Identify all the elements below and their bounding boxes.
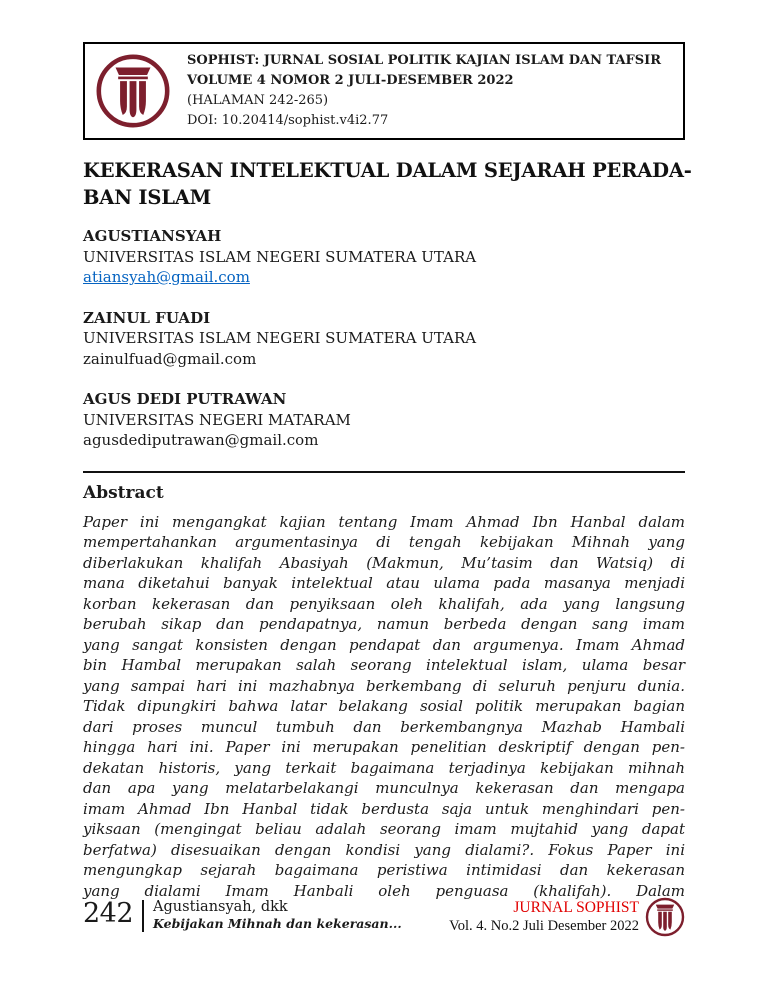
footer-running-title: Kebijakan Mihnah dan kekerasan... bbox=[153, 916, 402, 931]
footer-issue-info: Vol. 4. No.2 Juli Desember 2022 bbox=[449, 918, 639, 934]
journal-title-line: SOPHIST: JURNAL SOSIAL POLITIK KAJIAN ISLAM DAN TAFSIR bbox=[187, 53, 662, 68]
abstract-line: korban kekerasan dan penyiksaan oleh khalifah, ada yang langsung bbox=[83, 594, 685, 613]
author-name: AGUS DEDI PUTRAWAN bbox=[83, 390, 287, 408]
journal-pages-line: (HALAMAN 242-265) bbox=[187, 93, 329, 108]
abstract-line: yang sangat konsisten dengan pendapat dan argumenya. Imam Ahmad bbox=[83, 635, 685, 654]
author-email-link[interactable]: atiansyah@gmail.com bbox=[83, 268, 250, 286]
footer-left-text bbox=[153, 897, 402, 932]
journal-header-text bbox=[187, 51, 673, 131]
abstract-line: Paper ini mengangkat kajian tentang Imam Ahmad Ibn Hanbal dalam bbox=[83, 512, 685, 531]
abstract-line: berfatwa) disesuaikan dengan kondisi yang dialami?. Fokus Paper ini bbox=[83, 840, 685, 859]
page-number: 242 bbox=[83, 898, 134, 929]
abstract-top-rule bbox=[83, 471, 685, 473]
abstract-line: dan apa yang melatarbelakangi munculnya kekerasan dan mengapa bbox=[83, 779, 685, 797]
footer-right-text bbox=[449, 899, 639, 935]
abstract-line: yiksaan (mengingat beliau adalah seorang imam mujtahid yang dapat bbox=[83, 820, 685, 838]
abstract-line: mempertahankan argumentasinya di tengah kebijakan Mihnah yang bbox=[83, 533, 685, 551]
authors-section bbox=[83, 226, 685, 451]
page-number-divider bbox=[142, 900, 144, 932]
author-block-1 bbox=[83, 226, 685, 288]
abstract-heading: Abstract bbox=[83, 482, 164, 503]
abstract-line: hingga hari ini. Paper ini merupakan penelitian deskriptif dengan pen- bbox=[83, 738, 685, 756]
author-name: ZAINUL FUADI bbox=[83, 308, 211, 327]
journal-column-logo-icon bbox=[95, 53, 171, 129]
footer-column-logo-icon bbox=[645, 897, 685, 937]
author-name: AGUSTIANSYAH bbox=[83, 227, 222, 245]
footer-left bbox=[83, 897, 402, 932]
abstract-line: dari proses muncul tumbuh dan berkembangnya Mazhab Hambali bbox=[83, 717, 685, 736]
article-title-line1: KEKERASAN INTELEKTUAL DALAM SEJARAH PERADA- bbox=[83, 159, 692, 182]
abstract-line: bin Hambal merupakan salah seorang intelektual islam, ulama besar bbox=[83, 656, 685, 674]
abstract-line: Tidak dipungkiri bahwa latar belakang sosial politik merupakan bagian bbox=[83, 697, 685, 715]
abstract-line: imam Ahmad Ibn Hanbal tidak berdusta saja untuk menghindari pen- bbox=[83, 799, 685, 818]
footer-journal-name: JURNAL SOPHIST bbox=[513, 899, 639, 916]
abstract-line: dekatan historis, yang terkait bagaimana terjadinya kebijakan mihnah bbox=[83, 758, 685, 777]
article-title bbox=[83, 157, 692, 211]
journal-header-box bbox=[83, 42, 685, 140]
abstract-line: berubah sikap dan pendapatnya, namun berbeda dengan sang imam bbox=[83, 615, 685, 633]
author-affiliation: UNIVERSITAS NEGERI MATARAM bbox=[83, 410, 351, 429]
abstract-line: yang dialami Imam Hanbali oleh penguasa (khalifah). Dalam bbox=[83, 881, 685, 900]
page-footer bbox=[83, 897, 685, 937]
author-affiliation: UNIVERSITAS ISLAM NEGERI SUMATERA UTARA bbox=[83, 329, 477, 347]
author-email: agusdediputrawan@gmail.com bbox=[83, 431, 319, 449]
author-affiliation: UNIVERSITAS ISLAM NEGERI SUMATERA UTARA bbox=[83, 247, 477, 266]
journal-volume-line: VOLUME 4 NOMOR 2 JULI-DESEMBER 2022 bbox=[187, 73, 514, 88]
author-block-2 bbox=[83, 308, 685, 370]
author-block-3 bbox=[83, 389, 685, 451]
abstract-body bbox=[83, 512, 685, 902]
article-title-line2: BAN ISLAM bbox=[83, 186, 212, 209]
footer-right bbox=[449, 897, 685, 937]
abstract-line: yang sampai hari ini mazhabnya berkembang di seluruh penjuru dunia. bbox=[83, 676, 685, 695]
journal-doi-line: DOI: 10.20414/sophist.v4i2.77 bbox=[187, 113, 389, 128]
abstract-line: diberlakukan khalifah Abasiyah (Makmun, Mu’tasim dan Watsiq) di bbox=[83, 553, 685, 572]
abstract-line: mana diketahui banyak intelektual atau ulama pada masanya menjadi bbox=[83, 574, 685, 592]
abstract-line: mengungkap sejarah bagaimana peristiwa intimidasi dan kekerasan bbox=[83, 861, 685, 879]
footer-author-short: Agustiansyah, dkk bbox=[153, 899, 288, 915]
author-email: zainulfuad@gmail.com bbox=[83, 349, 257, 368]
